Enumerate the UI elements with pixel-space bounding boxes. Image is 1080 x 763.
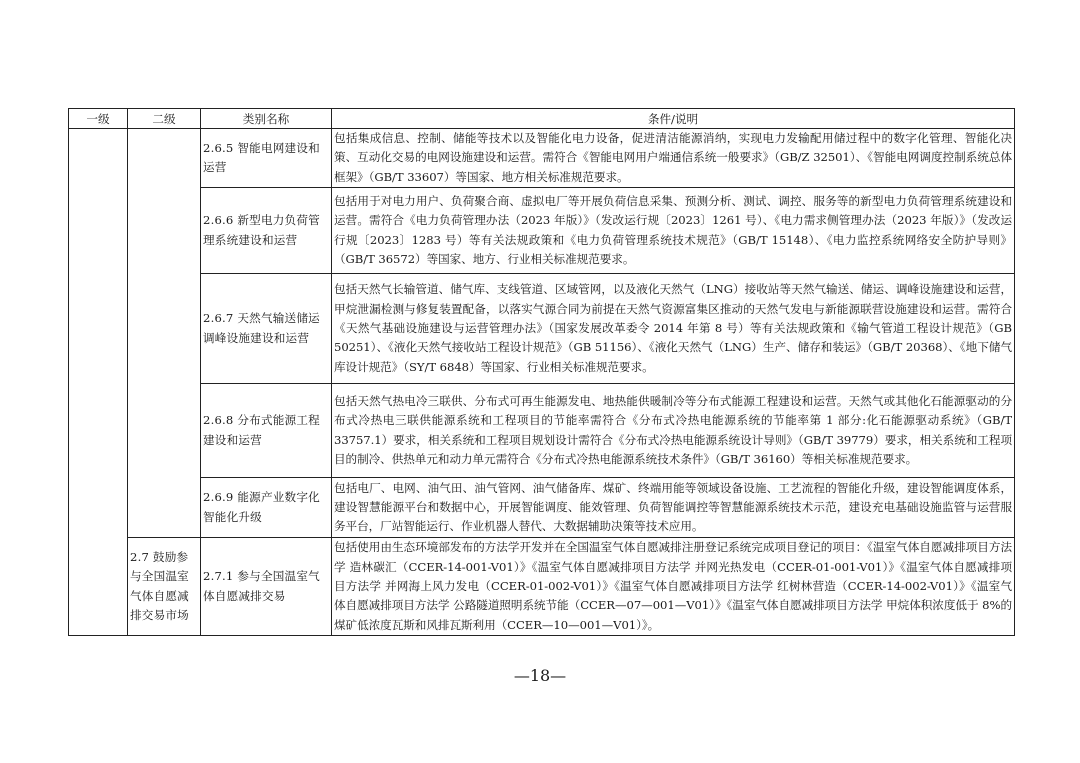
table-row <box>69 478 1015 538</box>
description-cell: 包括集成信息、控制、储能等技术以及智能化电力设备，促进清洁能源消纳，实现电力发输配用储过程中的数字化管理、智能化决策、互动化交易的电网设施建设和运营。需符合《智能电网用户端通信系统一般要求》（GB/Z 32501）、《智能电网调度控制系统总体框架》（GB/T 33607）等国家、地方相关标准规范要求。 <box>332 129 1015 188</box>
table-row <box>69 274 1015 384</box>
table-row <box>69 384 1015 478</box>
description-cell: 包括使用由生态环境部发布的方法学开发并在全国温室气体自愿减排注册登记系统完成项目登记的项目：《温室气体自愿减排项目方法学 造林碳汇（CCER-14-001-V01）》《温室气体自愿减排项目方法学 并网光热发电（CCER-01-001-V01）》《温室气体自愿减排项目方法学 并网海上风力发电（CCER-01-002-V01）》《温室气体自愿减排项目方法学 红树林营造（CCER-14-002-V01）》《温室气体自愿减排项目方法学 公路隧道照明系统节能（CCER—07—001—V01）》《温室气体自愿减排项目方法学 甲烷体积浓度低于 8%的煤矿低浓度瓦斯和风排瓦斯利用（CCER—10—001—V01）》。 <box>332 538 1015 636</box>
table-row <box>69 129 1015 188</box>
category-cell: 2.6.8 分布式能源工程建设和运营 <box>201 384 332 478</box>
category-cell: 2.6.6 新型电力负荷管理系统建设和运营 <box>201 188 332 274</box>
level2-cell <box>128 129 201 538</box>
header-level1: 一级 <box>69 109 128 129</box>
header-conditions: 条件/说明 <box>332 109 1015 129</box>
regulation-table <box>68 108 1015 636</box>
table-header-row <box>69 109 1015 129</box>
level1-cell <box>69 129 128 636</box>
description-cell: 包括电厂、电网、油气田、油气管网、油气储备库、煤矿、终端用能等领域设备设施、工艺流程的智能化升级，建设智能调度体系，建设智慧能源平台和数据中心，开展智能调度、能效管理、负荷智能调控等智慧能源系统技术示范，建设充电基础设施监管与运营服务平台，厂站智能运行、作业机器人替代、大数据辅助决策等技术应用。 <box>332 478 1015 538</box>
description-cell: 包括用于对电力用户、负荷聚合商、虚拟电厂等开展负荷信息采集、预测分析、测试、调控、服务等的新型电力负荷管理系统建设和运营。需符合《电力负荷管理办法（2023 年版）》（发改运行规〔2023〕1261 号）、《电力需求侧管理办法（2023 年版）》（发改运行规〔2023〕1283 号）等有关法规政策和《电力负荷管理系统技术规范》（GB/T 15148）、《电力监控系统网络安全防护导则》（GB/T 36572）等国家、地方、行业相关标准规范要求。 <box>332 188 1015 274</box>
header-level2: 二级 <box>128 109 201 129</box>
level2-category-cell: 2.7 鼓励参与全国温室气体自愿减排交易市场 <box>128 538 201 636</box>
description-cell: 包括天然气长输管道、储气库、支线管道、区域管网，以及液化天然气（LNG）接收站等天然气输送、储运、调峰设施建设和运营，甲烷泄漏检测与修复装置配备，以落实气源合同为前提在天然气资源富集区推动的天然气发电与新能源联营设施建设和运营。需符合《天然气基础设施建设与运营管理办法》（国家发展改革委令 2014 年第 8 号）等有关法规政策和《输气管道工程设计规范》（GB 50251）、《液化天然气接收站工程设计规范》（GB 51156）、《液化天然气（LNG）生产、储存和装运》（GB/T 20368）、《地下储气库设计规范》（SY/T 6848）等国家、行业相关标准规范要求。 <box>332 274 1015 384</box>
table-row <box>69 538 1015 636</box>
description-cell: 包括天然气热电冷三联供、分布式可再生能源发电、地热能供暖制冷等分布式能源工程建设和运营。天然气或其他化石能源驱动的分布式冷热电三联供能源系统和工程项目的节能率需符合《分布式冷热电能源系统的节能率第 1 部分:化石能源驱动系统》（GB/T 33757.1）要求，相关系统和工程项目规划设计需符合《分布式冷热电能源系统设计导则》（GB/T 39779）要求，相关系统和工程项目的制冷、供热单元和动力单元需符合《分布式冷热电能源系统技术条件》（GB/T 36160）等相关标准规范要求。 <box>332 384 1015 478</box>
category-cell: 2.6.9 能源产业数字化智能化升级 <box>201 478 332 538</box>
category-cell: 2.6.5 智能电网建设和运营 <box>201 129 332 188</box>
table-row <box>69 188 1015 274</box>
category-cell: 2.6.7 天然气输送储运调峰设施建设和运营 <box>201 274 332 384</box>
category-cell: 2.7.1 参与全国温室气体自愿减排交易 <box>201 538 332 636</box>
page-number: —18— <box>513 666 567 685</box>
header-category-name: 类别名称 <box>201 109 332 129</box>
